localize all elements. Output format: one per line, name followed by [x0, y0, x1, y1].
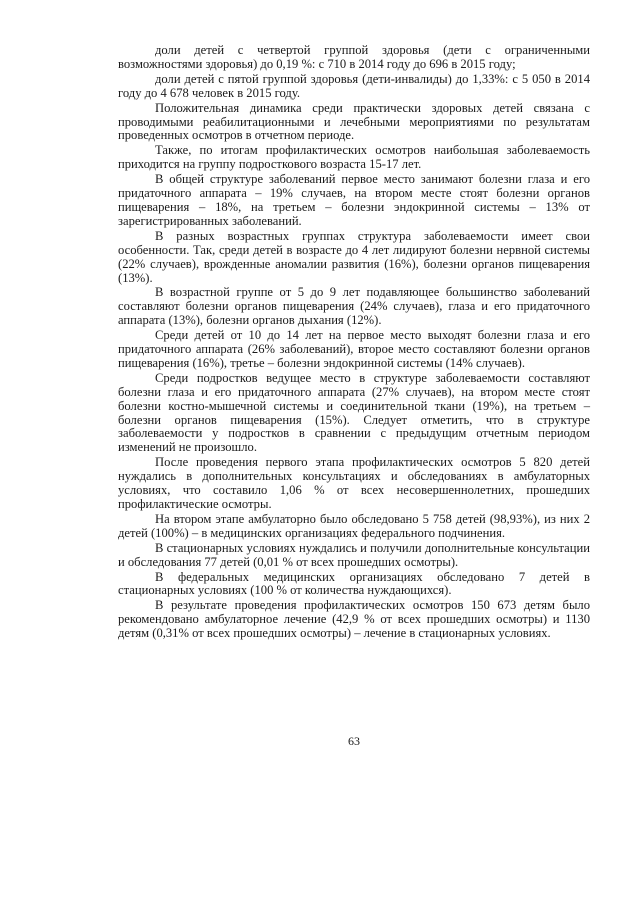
paragraph-overall-structure: В общей структуре заболеваний первое место занимают болезни глаза и его придаточного аппарата – 19% случаев, на втором месте стоят болезни органов пищеварения – 18%, на третьем – болезни эндокринной системы – 13% от зарегистрированных заболеваний.: [118, 172, 590, 228]
paragraph-age-10-14: Среди детей от 10 до 14 лет на первое место выходят болезни глаза и его придаточного аппарата (26% заболеваний), второе место составляют болезни органов пищеварения (16%), третье – болезни эндокринной системы (14% случаев).: [118, 328, 590, 370]
document-page: [118, 44, 590, 642]
paragraph-age-5-9: В возрастной группе от 5 до 9 лет подавляющее большинство заболеваний составляют болезни органов пищеварения (24% случаев), глаза и его придаточного аппарата (13%), болезни органов дыхания (12%).: [118, 285, 590, 328]
paragraph-teenagers: Среди подростков ведущее место в структуре заболеваемости составляют болезни глаза и его придаточного аппарата (27% случаев), на втором месте стоят болезни костно-мышечной системы и соединительной ткани (19%), на третьем – болезни органов пищеварения (15%). Следует отметить, что в структуре заболеваемости у подростков в сравнении с предыдущим отчетным периодом изменений не произошло.: [118, 370, 590, 455]
paragraph-positive-dynamics: Положительная динамика среди практически здоровых детей связана с проводимыми реабилитационными и лечебными мероприятиями по результатам проведенных осмотров в отчетном периоде.: [118, 100, 590, 143]
paragraph-teen-morbidity: Также, по итогам профилактических осмотров наибольшая заболеваемость приходится на группу подросткового возраста 15-17 лет.: [118, 143, 590, 172]
paragraph-age-groups: В разных возрастных группах структура заболеваемости имеет свои особенности. Так, среди детей в возрасте до 4 лет лидируют болезни нервной системы (22% случаев), врожденные аномалии развития (16%), болезни органов пищеварения (13%).: [118, 228, 590, 285]
paragraph-federal: В федеральных медицинских организациях обследовано 7 детей в стационарных условиях (100 % от количества нуждающихся).: [118, 569, 590, 598]
paragraph-group-5-share: доли детей с пятой группой здоровья (дети-инвалиды) до 1,33%: с 5 050 в 2014 году до 4 678 человек в 2015 году.: [118, 71, 590, 100]
paragraph-group-4-share: доли детей с четвертой группой здоровья (дети с ограниченными возможностями здоровья) до 0,19 %: с 710 в 2014 году до 696 в 2015 году;: [118, 43, 590, 71]
paragraph-first-stage: После проведения первого этапа профилактических осмотров 5 820 детей нуждались в дополнительных консультациях и обследованиях в амбулаторных условиях, что составило 1,06 % от всех несовершеннолетних, прошедших профилактические осмотры.: [118, 455, 590, 511]
paragraph-second-stage: На втором этапе амбулаторно было обследовано 5 758 детей (98,93%), из них 2 детей (100%) – в медицинских организациях федерального подчинения.: [118, 511, 590, 540]
paragraph-results: В результате проведения профилактических осмотров 150 673 детям было рекомендовано амбулаторное лечение (42,9 % от всех прошедших осмотры) и 1130 детям (0,31% от всех прошедших осмотры) – лечение в стационарных условиях.: [118, 598, 590, 641]
page-number: 63: [348, 734, 360, 748]
paragraph-inpatient: В стационарных условиях нуждались и получили дополнительные консультации и обследования 77 детей (0,01 % от всех прошедших осмотры).: [118, 540, 590, 569]
